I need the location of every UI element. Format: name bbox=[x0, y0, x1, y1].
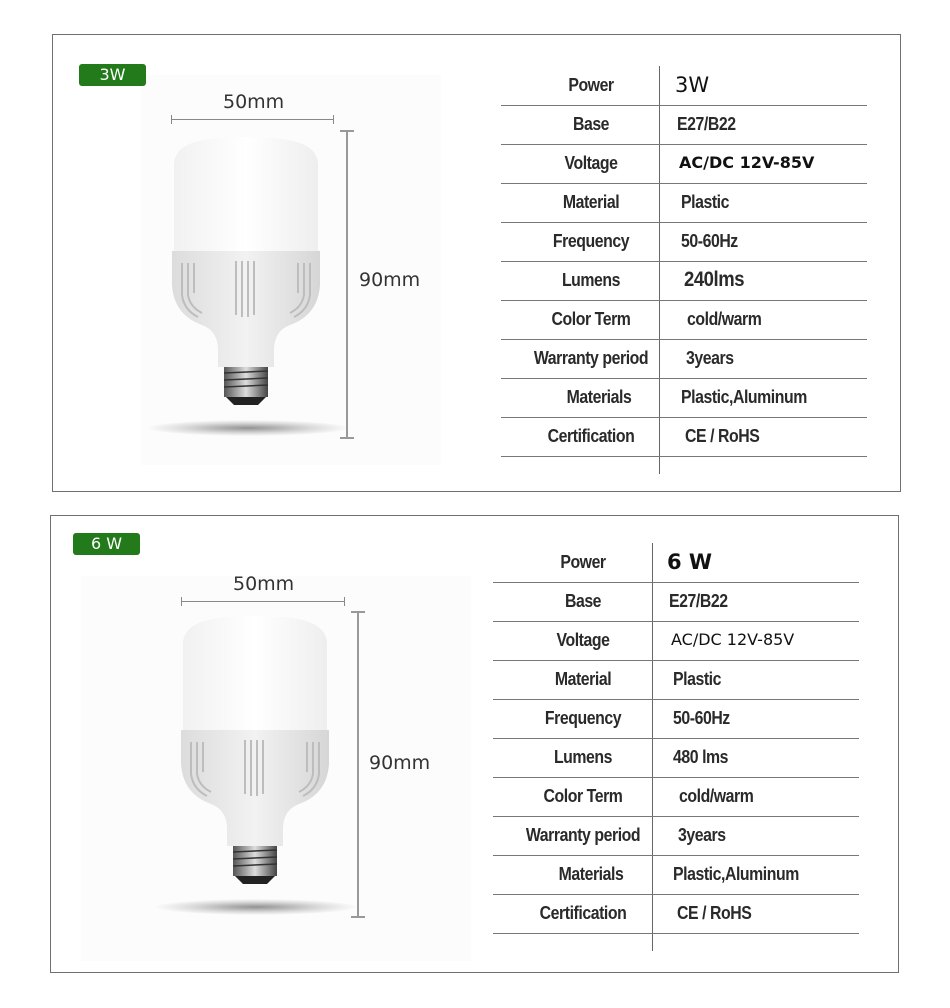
spec-label: Frequency bbox=[544, 708, 622, 728]
height-dimension-label: 90mm bbox=[359, 269, 421, 291]
spec-label: Warranty period bbox=[533, 348, 649, 368]
spec-row-warranty bbox=[493, 816, 859, 856]
led-bulb-image bbox=[179, 614, 331, 884]
spec-value: AC/DC 12V-85V bbox=[679, 153, 815, 172]
bulb-shadow bbox=[156, 899, 356, 915]
width-dimension-line bbox=[181, 597, 345, 606]
wattage-badge: 6 W bbox=[73, 533, 140, 555]
spec-value: AC/DC 12V-85V bbox=[671, 630, 795, 649]
spec-label: Base bbox=[572, 114, 610, 134]
spec-value: Plastic bbox=[673, 669, 722, 689]
spec-row-material bbox=[501, 183, 867, 223]
spec-row-power bbox=[493, 543, 859, 583]
spec-value: 50-60Hz bbox=[673, 708, 730, 728]
product-panel-6w bbox=[50, 515, 899, 973]
height-dimension-line bbox=[351, 611, 365, 918]
bulb-shadow bbox=[148, 420, 348, 436]
spec-row-certification bbox=[493, 894, 859, 934]
spec-label: Frequency bbox=[552, 231, 630, 251]
spec-row-color-term bbox=[501, 300, 867, 340]
spec-label: Material bbox=[554, 669, 612, 689]
spec-label: Voltage bbox=[564, 153, 618, 173]
spec-value: E27/B22 bbox=[669, 591, 728, 611]
spec-value: 6 W bbox=[667, 550, 713, 574]
spec-row-voltage bbox=[501, 144, 867, 184]
width-dimension-label: 50mm bbox=[233, 573, 295, 595]
spec-label: Power bbox=[568, 75, 614, 95]
spec-row-frequency bbox=[501, 222, 867, 262]
width-dimension-line bbox=[171, 115, 334, 124]
spec-row-frequency bbox=[493, 699, 859, 739]
height-dimension-label: 90mm bbox=[369, 752, 431, 774]
spec-value: CE / RoHS bbox=[685, 426, 760, 446]
spec-row-base bbox=[501, 105, 867, 145]
spec-row-base bbox=[493, 582, 859, 622]
spec-label: Color Term bbox=[543, 786, 623, 806]
spec-row-power bbox=[501, 66, 867, 106]
wattage-badge: 3W bbox=[79, 64, 146, 86]
spec-label: Power bbox=[560, 552, 606, 572]
spec-label: Materials bbox=[558, 864, 624, 884]
spec-row-color-term bbox=[493, 777, 859, 817]
spec-row-voltage bbox=[493, 621, 859, 661]
spec-label: Certification bbox=[539, 903, 627, 923]
spec-label: Warranty period bbox=[525, 825, 641, 845]
spec-value: 3years bbox=[678, 825, 726, 845]
spec-label: Base bbox=[564, 591, 602, 611]
spec-label: Lumens bbox=[561, 270, 621, 290]
spec-value: 480 lms bbox=[673, 747, 729, 767]
spec-row-material bbox=[493, 660, 859, 700]
spec-row-certification bbox=[501, 417, 867, 457]
spec-row-warranty bbox=[501, 339, 867, 379]
spec-label: Certification bbox=[547, 426, 635, 446]
spec-value: cold/warm bbox=[687, 309, 762, 329]
led-bulb-image bbox=[170, 135, 322, 405]
product-panel-3w bbox=[52, 34, 901, 492]
spec-value: E27/B22 bbox=[677, 114, 736, 134]
spec-value: Plastic,Aluminum bbox=[673, 864, 799, 884]
spec-value: Plastic,Aluminum bbox=[681, 387, 807, 407]
spec-label: Color Term bbox=[551, 309, 631, 329]
spec-value: cold/warm bbox=[679, 786, 754, 806]
height-dimension-line bbox=[340, 130, 354, 439]
spec-value: Plastic bbox=[681, 192, 730, 212]
spec-label: Lumens bbox=[553, 747, 613, 767]
width-dimension-label: 50mm bbox=[223, 91, 285, 113]
spec-value: 3W bbox=[675, 73, 710, 97]
spec-value: CE / RoHS bbox=[677, 903, 752, 923]
spec-row-lumens bbox=[493, 738, 859, 778]
spec-label: Materials bbox=[566, 387, 632, 407]
spec-value: 50-60Hz bbox=[681, 231, 738, 251]
spec-value: 240lms bbox=[684, 268, 745, 291]
spec-label: Voltage bbox=[556, 630, 610, 650]
spec-value: 3years bbox=[686, 348, 734, 368]
spec-row-lumens bbox=[501, 261, 867, 301]
spec-row-materials bbox=[493, 855, 859, 895]
spec-label: Material bbox=[562, 192, 620, 212]
spec-row-materials bbox=[501, 378, 867, 418]
